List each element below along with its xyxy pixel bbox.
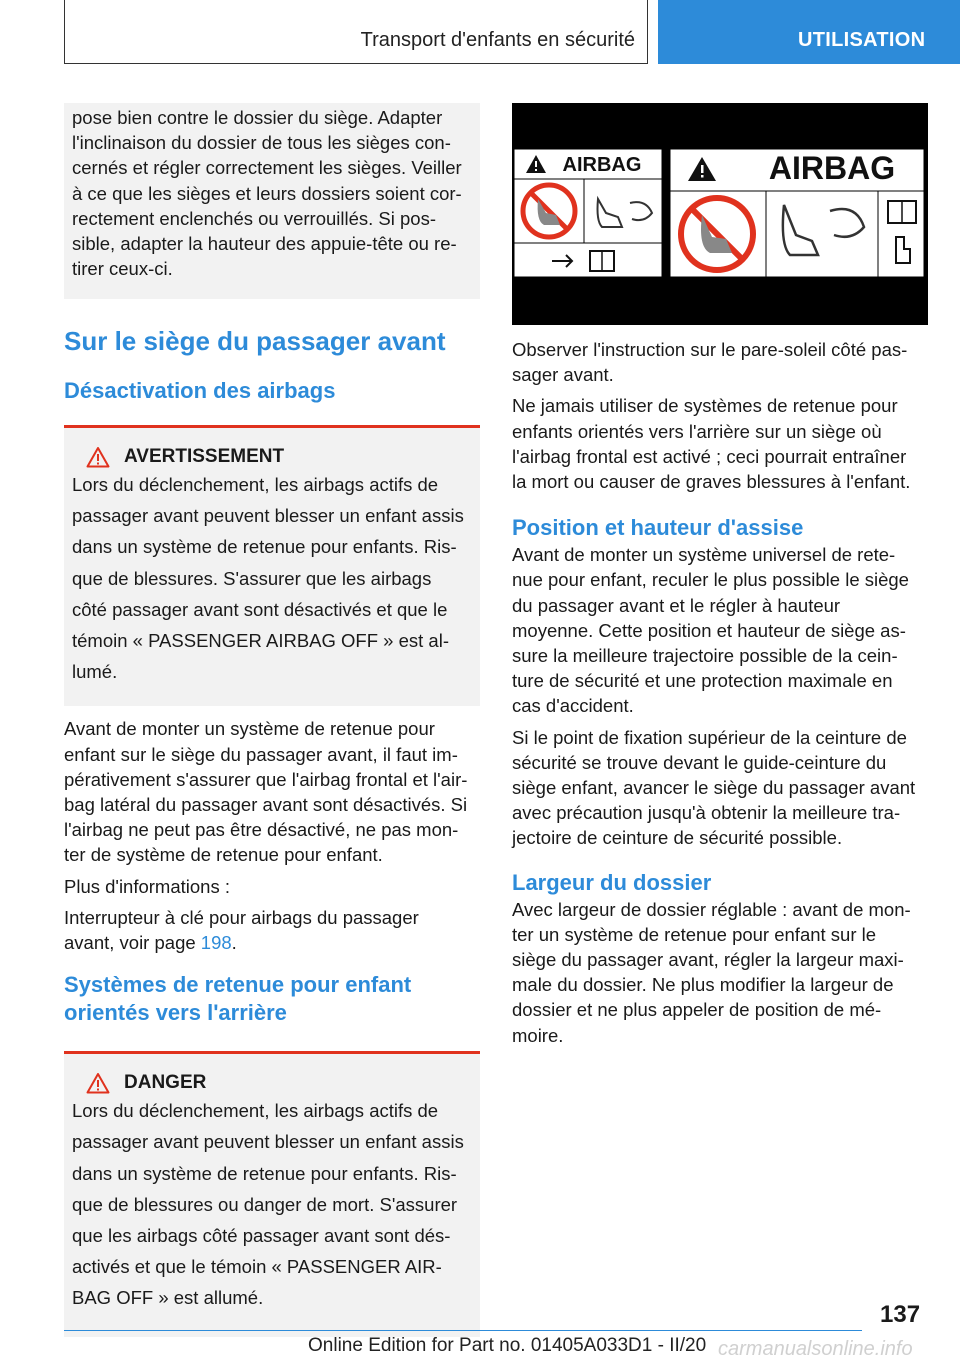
more-info-label: Plus d'informations : bbox=[64, 875, 230, 897]
body-line: male du dossier. Ne plus modifier la largeur de bbox=[512, 974, 894, 996]
intro-line: rectement enclenchés ou verrouillés. Si pos‐ bbox=[72, 207, 437, 229]
heading-rear-facing-1: Systèmes de retenue pour enfant bbox=[64, 972, 412, 998]
danger-line: passager avant peuvent blesser un enfant assis bbox=[72, 1131, 464, 1153]
page-198-link[interactable]: 198 bbox=[200, 932, 232, 954]
body-line: Observer l'instruction sur le pare-soleil côté pas‐ bbox=[512, 339, 908, 360]
body-line: Avec largeur de dossier réglable : avant de mon‐ bbox=[512, 898, 911, 920]
position-paragraph bbox=[512, 542, 928, 718]
never-paragraph bbox=[512, 393, 928, 494]
warning-box bbox=[64, 425, 480, 706]
header-section bbox=[64, 0, 648, 64]
airbag-label-image bbox=[512, 103, 928, 325]
left-column bbox=[64, 103, 480, 1337]
page-number: 137 bbox=[880, 1301, 921, 1328]
intro-line: l'inclinaison du dossier de tous les sièges con‐ bbox=[72, 132, 451, 154]
heading-front-passenger: Sur le siège du passager avant bbox=[64, 326, 446, 356]
footer-watermark: carmanualsonline.info bbox=[718, 1338, 913, 1360]
danger-box bbox=[64, 1051, 480, 1336]
body-line: moire. bbox=[512, 1024, 564, 1046]
body-line: avec précaution jusqu'à obtenir la meilleure tra‐ bbox=[512, 802, 901, 824]
warning-line: témoin « PASSENGER AIRBAG OFF » est al‐ bbox=[72, 630, 449, 652]
warning-line: que de blessures. S'assurer que les airbags bbox=[72, 567, 432, 589]
body-line: ture de sécurité et une protection maximale en bbox=[512, 670, 893, 692]
heading-rear-facing-2: orientés vers l'arrière bbox=[64, 1000, 287, 1026]
ref-text-end: . bbox=[231, 932, 237, 954]
intro-line: tirer ceux-ci. bbox=[72, 258, 173, 280]
right-column bbox=[512, 103, 928, 1054]
body-line: enfants orientés vers l'arrière sur un siège où bbox=[512, 420, 882, 442]
airbag-warning-labels bbox=[512, 103, 928, 325]
body-line: l'airbag ne peut pas être désactivé, ne pas mon‐ bbox=[64, 819, 459, 841]
danger-line: que de blessures ou danger de mort. S'assurer bbox=[72, 1193, 458, 1215]
warning-line: Lors du déclenchement, les airbags actifs de bbox=[72, 474, 439, 495]
body-line: bag latéral du passager avant sont désactivés. Si bbox=[64, 794, 468, 816]
danger-line: dans un système de retenue pour enfants. Ris‐ bbox=[72, 1162, 457, 1184]
intro-box bbox=[64, 103, 480, 299]
body-line: sager avant. bbox=[512, 364, 614, 386]
body-line: siège du passager avant, régler la largeur maxi‐ bbox=[512, 949, 904, 971]
danger-line: activés et que le témoin « PASSENGER AIR‐ bbox=[72, 1256, 442, 1278]
warning-title-row bbox=[72, 446, 472, 468]
airbag-label-small: AIRBAG bbox=[562, 154, 642, 176]
body-line: nue pour enfant, reculer le plus possible le siège bbox=[512, 569, 909, 591]
body-line: Si le point de fixation supérieur de la ceinture de bbox=[512, 726, 907, 748]
danger-triangle-icon bbox=[86, 1072, 110, 1094]
ref-line: Interrupteur à clé pour airbags du passager bbox=[64, 906, 419, 928]
body-line: ter un système de retenue pour enfant sur le bbox=[512, 923, 877, 945]
danger-line: Lors du déclenchement, les airbags actifs de bbox=[72, 1100, 439, 1122]
warning-line: passager avant peuvent blesser un enfant assis bbox=[72, 505, 464, 527]
footer-edition: Online Edition for Part no. 01405A033D1 - II/20 bbox=[308, 1335, 707, 1356]
footer-divider bbox=[64, 1330, 862, 1331]
danger-line: BAG OFF » est allumé. bbox=[72, 1287, 264, 1309]
warning-line: côté passager avant sont désactivés et que le bbox=[72, 598, 448, 620]
intro-line: à ce que les sièges et leurs dossiers soient cor‐ bbox=[72, 182, 462, 204]
deactivation-paragraph bbox=[64, 716, 480, 867]
body-line: siège enfant, avancer le siège du passager avant bbox=[512, 777, 916, 799]
body-line: l'airbag frontal est activé ; ceci pourrait entraîner bbox=[512, 445, 907, 467]
body-line: sécurité se trouve devant le guide-ceinture du bbox=[512, 751, 887, 773]
body-line: jectoire de ceinture de sécurité possible. bbox=[512, 827, 843, 849]
body-line: moyenne. Cette position et hauteur de siège as‐ bbox=[512, 619, 906, 641]
danger-title-row bbox=[72, 1072, 472, 1094]
airbag-label-large: AIRBAG bbox=[768, 150, 896, 186]
body-line: ter de système de retenue pour enfant. bbox=[64, 844, 383, 866]
heading-backrest-width: Largeur du dossier bbox=[512, 869, 712, 895]
body-line: pérativement s'assurer que l'airbag frontal et l'air‐ bbox=[64, 768, 468, 790]
heading-airbag-deactivation: Désactivation des airbags bbox=[64, 378, 336, 403]
warning-line: lumé. bbox=[72, 661, 118, 683]
sunvisor-paragraph bbox=[512, 337, 928, 387]
ref-text: avant, voir page bbox=[64, 932, 201, 954]
ref-line bbox=[64, 930, 480, 955]
body-line: enfant sur le siège du passager avant, il faut im‐ bbox=[64, 743, 458, 765]
body-line: dossier et ne plus appeler de position de mé‐ bbox=[512, 999, 882, 1021]
header-chapter-title: UTILISATION bbox=[798, 29, 926, 51]
body-line: du passager avant et le régler à hauteur bbox=[512, 594, 841, 616]
body-line: la mort ou causer de graves blessures à l'enfant. bbox=[512, 471, 911, 493]
header-chapter-tab[interactable] bbox=[658, 0, 960, 64]
danger-line: que les airbags côté passager avant sont dés‐ bbox=[72, 1225, 451, 1247]
intro-line: pose bien contre le dossier du siège. Adapter bbox=[72, 107, 443, 128]
intro-line: cernés et régler correctement les sièges. Veiller bbox=[72, 157, 462, 179]
body-line: cas d'accident. bbox=[512, 695, 634, 717]
body-line: Ne jamais utiliser de systèmes de retenue pour bbox=[512, 395, 898, 417]
body-line: sure la meilleure trajectoire possible de la cein‐ bbox=[512, 645, 898, 667]
danger-title: DANGER bbox=[124, 1072, 207, 1094]
intro-line: sible, adapter la hauteur des appuie-tête ou re‐ bbox=[72, 233, 457, 255]
warning-line: dans un système de retenue pour enfants. Ris‐ bbox=[72, 536, 457, 558]
body-line: Avant de monter un système universel de rete‐ bbox=[512, 544, 896, 566]
warning-title: AVERTISSEMENT bbox=[124, 446, 285, 467]
header-section-title: Transport d'enfants en sécurité bbox=[360, 29, 635, 51]
warning-triangle-icon bbox=[86, 446, 110, 468]
anchor-paragraph bbox=[512, 725, 928, 851]
heading-seat-position: Position et hauteur d'assise bbox=[512, 515, 804, 541]
body-line: Avant de monter un système de retenue pour bbox=[64, 718, 435, 740]
width-paragraph bbox=[512, 897, 928, 1048]
